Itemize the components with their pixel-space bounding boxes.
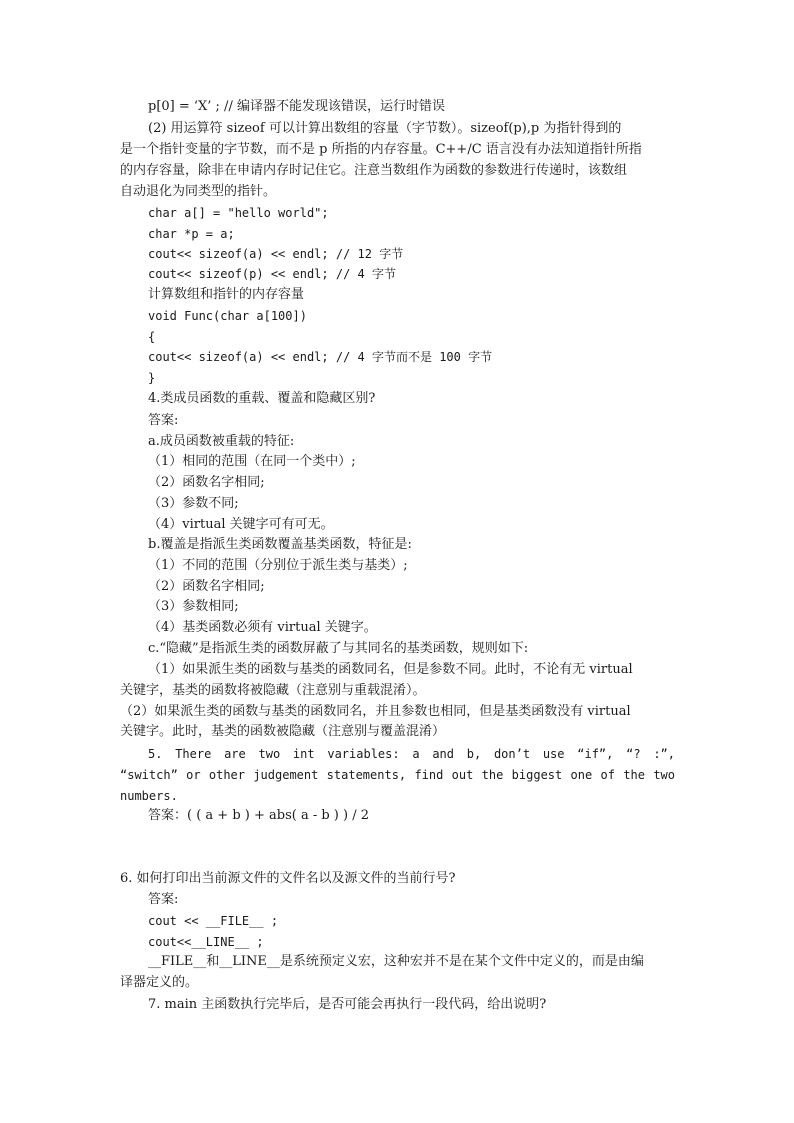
question-heading: 4.类成员函数的重载、覆盖和隐藏区别?	[148, 391, 376, 406]
answer-line: 答案：( ( a + b ) + abs( a - b ) ) / 2	[148, 808, 370, 823]
text-line: （1）相同的范围（在同一个类中）;	[148, 454, 356, 469]
question-heading: 6. 如何打印出当前源文件的文件名以及源文件的当前行号?	[120, 871, 456, 886]
text-line: （1）如果派生类的函数与基类的函数同名，但是参数不同。此时，不论有无 virtual	[148, 662, 633, 677]
text-line: （2）函数名字相同;	[148, 579, 265, 594]
text-line: 的内存容量，除非在申请内存时记住它。注意当数组作为函数的参数进行传递时，该数组	[120, 163, 628, 178]
code-line: cout<< sizeof(p) << endl; // 4 字节	[148, 267, 396, 281]
text-line: （2）如果派生类的函数与基类的函数同名，并且参数也相同，但是基类函数没有 virtual	[120, 704, 631, 719]
text-line: (2) 用运算符 sizeof 可以计算出数组的容量（字节数）。sizeof(p),p 为指针得到的	[148, 121, 622, 136]
code-line: char a[] = "hello world";	[148, 206, 329, 220]
text-line: （3）参数相同;	[148, 599, 239, 614]
answer-label: 答案:	[148, 413, 179, 428]
text-line: （2）函数名字相同;	[148, 475, 265, 490]
code-line: char *p = a;	[148, 227, 235, 241]
text-line: 是一个指针变量的字节数，而不是 p 所指的内存容量。C++/C 语言没有办法知道指针所指	[120, 142, 642, 157]
text-line: （4）virtual 关键字可有可无。	[148, 517, 334, 532]
text-line: 关键字，基类的函数将被隐藏（注意别与重载混淆）。	[120, 683, 426, 698]
code-line: cout << __FILE__ ;	[148, 914, 279, 928]
text-line: （3）参数不同;	[148, 496, 239, 511]
text-line: “switch” or other judgement statements, find out the biggest one of the two	[120, 768, 675, 782]
text-line: （1）不同的范围（分别位于派生类与基类）;	[148, 558, 408, 573]
code-line: cout<< sizeof(a) << endl; // 12 字节	[148, 247, 404, 261]
answer-label: 答案:	[148, 892, 179, 907]
code-line: void Func(char a[100])	[148, 309, 307, 323]
text-line: b.覆盖是指派生类函数覆盖基类函数，特征是:	[148, 537, 412, 552]
question-heading: 5. There are two int variables: a and b, don’t use “if”, “? :”,	[148, 747, 675, 761]
text-line: 译器定义的。	[120, 975, 199, 990]
code-line: {	[148, 330, 156, 344]
text-line: c.“隐藏”是指派生类的函数屏蔽了与其同名的基类函数，规则如下:	[148, 641, 529, 656]
text-line: 自动退化为同类型的指针。	[120, 184, 277, 199]
code-line: }	[148, 371, 156, 385]
code-line: cout<< sizeof(a) << endl; // 4 字节而不是 100 字节	[148, 350, 493, 364]
text-line: 计算数组和指针的内存容量	[148, 287, 305, 302]
text-line: p[0] = ‘X’ ; // 编译器不能发现该错误，运行时错误	[148, 99, 445, 114]
text-line: a.成员函数被重载的特征:	[148, 434, 295, 449]
text-line: __FILE__和__LINE__是系统预定义宏，这种宏并不是在某个文件中定义的，而是由编	[148, 954, 644, 969]
text-line: 关键字。此时，基类的函数被隐藏（注意别与覆盖混淆）	[120, 724, 446, 739]
text-line: （4）基类函数必须有 virtual 关键字。	[148, 620, 377, 635]
text-line: numbers.	[120, 789, 178, 803]
code-line: cout<<__LINE__ ;	[148, 935, 264, 949]
question-heading: 7. main 主函数执行完毕后，是否可能会再执行一段代码，给出说明?	[148, 997, 547, 1012]
